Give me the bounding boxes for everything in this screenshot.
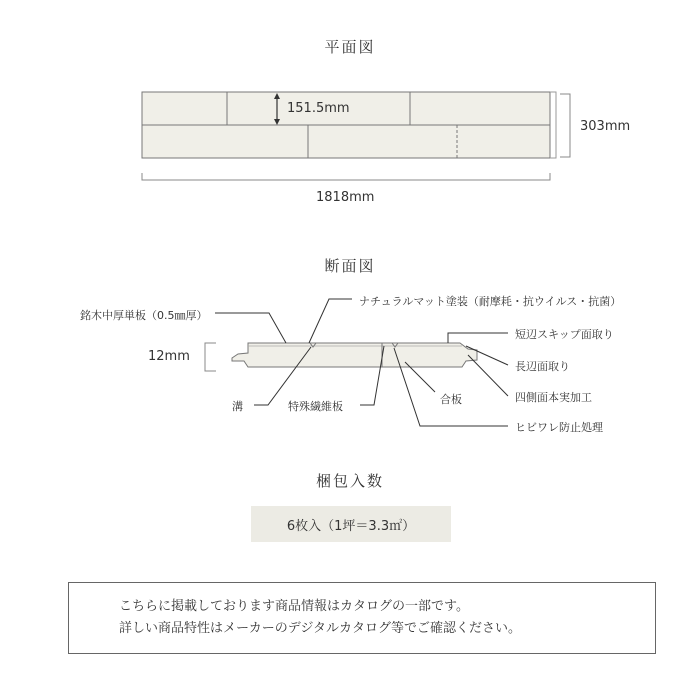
four-side-leader [468,355,508,396]
short-edge-label: 短辺スキップ面取り [515,328,614,341]
thickness-label: 12mm [148,349,190,364]
width-dimension-label: 151.5mm [287,101,350,116]
catalog-notice [68,582,656,654]
plywood-label: 合板 [440,393,462,406]
coating-leader [309,299,352,343]
veneer-label: 銘木中厚単板（0.5㎜厚） [80,309,208,322]
fiber-board-label: 特殊繊維板 [288,400,343,413]
four-side-label: 四側面本実加工 [515,391,592,404]
long-edge-label: 長辺面取り [515,360,570,373]
packing-quantity-value: 6枚入（1坪＝3.3㎡） [286,518,416,534]
notice-line-1: こちらに掲載しております商品情報はカタログの一部です。 [119,599,469,614]
coating-label: ナチュラルマット塗装（耐摩耗・抗ウイルス・抗菌） [359,295,622,308]
length-dimension-label: 1818mm [316,190,375,205]
section-heading: 断面図 [324,257,376,275]
height-dimension-label: 303mm [580,119,631,134]
groove-label: 溝 [232,400,243,413]
packing-heading: 梱包入数 [315,472,384,490]
plan-heading: 平面図 [324,38,376,56]
board-profile [232,343,477,367]
short-edge-leader [448,333,508,343]
veneer-leader [215,313,286,343]
thickness-bracket [205,343,216,371]
packing-quantity-box [251,506,451,542]
notice-line-2: 詳しい商品特性はメーカーのデジタルカタログ等でご確認ください。 [119,621,521,636]
anti-crack-label: ヒビワレ防止処理 [515,421,603,434]
